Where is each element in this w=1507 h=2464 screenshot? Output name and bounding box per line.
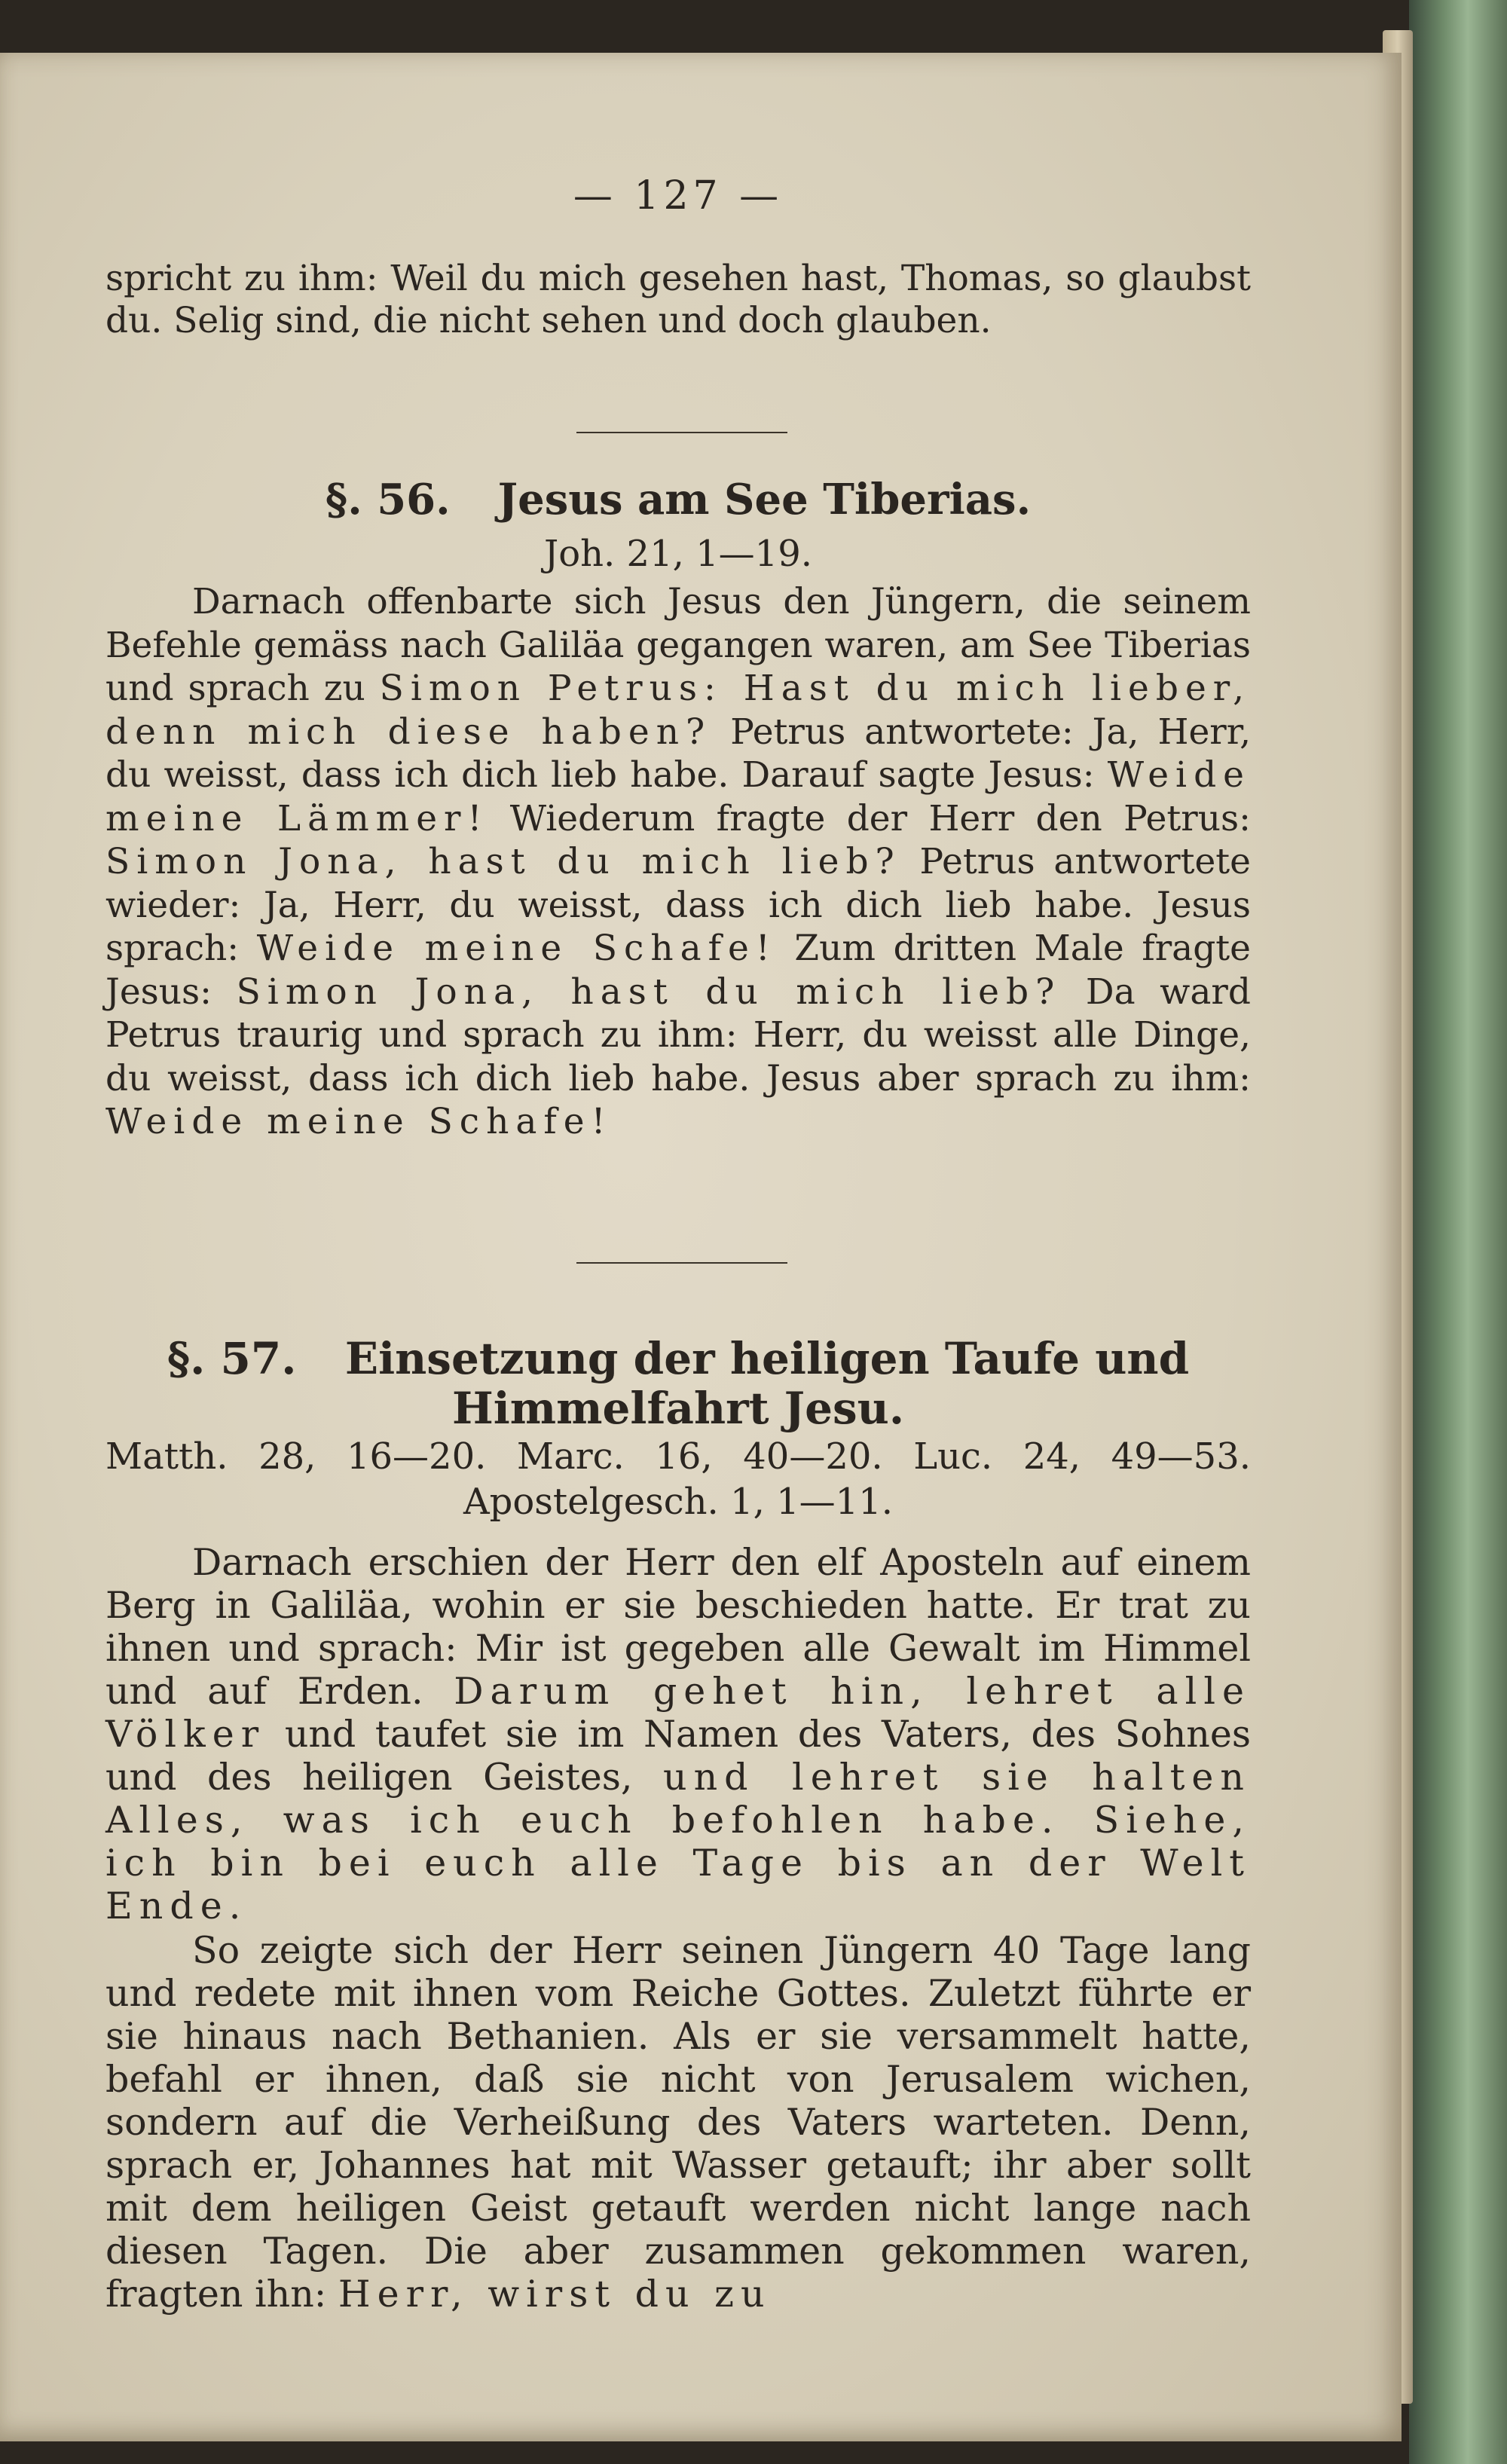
spaced-text: Weide meine Lämmer! [105, 754, 1251, 839]
text-run: Petrus antwortete: Ja, Herr, du weisst, dass ich dich lieb habe. Darauf sagte Jesus: [105, 711, 1252, 796]
section-57-reference-line1: Matth. 28, 16—20. Marc. 16, 40—20. Luc. 24, 49—53. [105, 1435, 1251, 1478]
text-run: Wiederum fragte der Herr den Petrus: [488, 797, 1251, 839]
divider-rule [576, 1262, 787, 1264]
text-run: Darnach erschien der Herr den elf Aposteln auf einem Berg in Galiläa, wohin er sie beschieden hatte. Er trat zu ihnen und sprach: Mir ist gegeben alle Gewalt im Himmel und auf Erden. [105, 1541, 1251, 1713]
book-page [0, 53, 1402, 2441]
text-run: Darnach offenbarte sich Jesus den Jüngern, die seinem Befehle gemäss nach Galiläa gegangen waren, am See Tiberias und sprach zu [105, 581, 1251, 709]
section-57-reference-line2: Apostelgesch. 1, 1—11. [463, 1481, 893, 1523]
intro-paragraph: spricht zu ihm: Weil du mich gesehen hast, Thomas, so glaubst du. Selig sind, die nicht sehen und doch glauben. [105, 258, 1251, 341]
section-57-paragraph-2 [105, 1929, 1251, 2316]
spaced-text: Darum gehet hin, lehret alle Völker [105, 1670, 1251, 1756]
spaced-text: Herr, wirst du zu [338, 2273, 772, 2316]
spaced-text: Weide meine Schafe! [105, 1101, 613, 1142]
section-56-paragraph [105, 580, 1251, 1144]
text-run: So zeigte sich der Herr seinen Jüngern 40 Tage lang und redete mit ihnen vom Reiche Gottes. Zuletzt führte er sie hinaus nach Bethanien. Als er sie versammelt hatte, befahl er ihnen, daß sie nicht von Jerusalem wichen, sondern auf die Verheißung des Vaters warteten. Denn, sprach er, Johannes hat mit Wasser getauft; ihr aber sollt mit dem heiligen Geist getauft werden nicht lange nach diesen Tagen. Die aber zusammen gekommen waren, fragten ihn: [105, 1929, 1251, 2316]
text-run: und taufet sie im Namen des Vaters, des Sohnes und des heiligen Geistes, [105, 1713, 1251, 1799]
page-number: — 127 — [573, 173, 784, 219]
spaced-text: und lehret sie halten Alles, was ich euch befohlen habe. Siehe, ich bin bei euch alle Tage bis an der Welt Ende. [105, 1756, 1251, 1927]
section-57-title-line1: Einsetzung der heiligen Taufe und [344, 1333, 1190, 1384]
text-run: Da ward Petrus traurig und sprach zu ihm: Herr, du weisst alle Dinge, du weisst, dass ich dich lieb habe. Jesus aber sprach zu ihm: [105, 971, 1251, 1099]
section-56-heading [105, 475, 1251, 524]
section-57-paragraph-1 [105, 1541, 1251, 1927]
spaced-text: Weide meine Schafe! [256, 928, 777, 969]
text-run: Petrus antwortete wieder: Ja, Herr, du weisst, dass ich dich lieb habe. Jesus sprach: [105, 841, 1251, 969]
section-57-title-line2: Himmelfahrt Jesu. [451, 1383, 905, 1434]
text-run: Zum dritten Male fragte Jesus: [105, 928, 1251, 1013]
spaced-text: Simon Petrus: Hast du mich lieber, denn mich diese haben? [105, 668, 1252, 753]
spaced-text: Simon Jona, hast du mich lieb? [236, 971, 1062, 1013]
section-57-heading [105, 1334, 1251, 1433]
section-56-reference: Joh. 21, 1—19. [543, 533, 813, 575]
section-56-number: §. 56. [325, 475, 451, 524]
book-spine [1409, 0, 1507, 2464]
section-57-number: §. 57. [167, 1333, 297, 1384]
spaced-text: Simon Jona, hast du mich lieb? [105, 841, 901, 882]
section-56-title: Jesus am See Tiberias. [497, 475, 1032, 524]
divider-rule [576, 432, 787, 433]
